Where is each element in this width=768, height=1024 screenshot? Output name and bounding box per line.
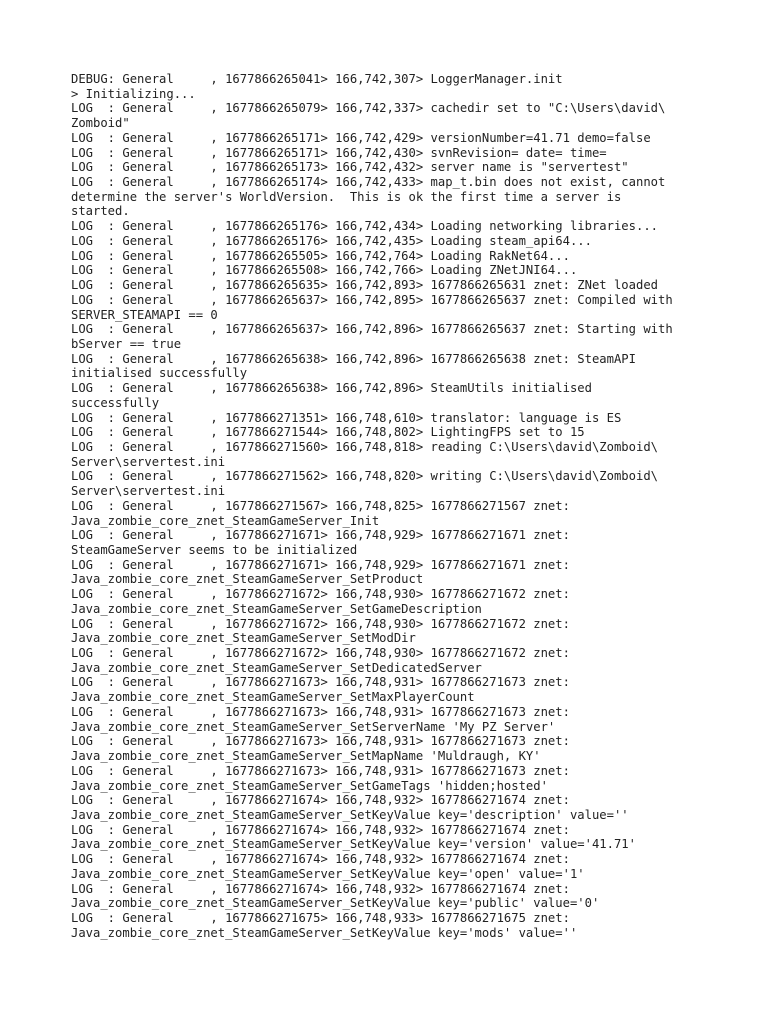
log-line: Java_zombie_core_znet_SteamGameServer_SetMapName 'Muldraugh, KY' — [71, 749, 541, 764]
log-line: LOG : General , 1677866271673> 166,748,931> 1677866271673 znet: — [71, 734, 570, 749]
log-line: LOG : General , 1677866271673> 166,748,931> 1677866271673 znet: — [71, 763, 570, 778]
log-line: LOG : General , 1677866271567> 166,748,825> 1677866271567 znet: — [71, 498, 570, 513]
log-line: initialised successfully — [71, 366, 248, 381]
log-line: Java_zombie_core_znet_SteamGameServer_SetServerName 'My PZ Server' — [71, 719, 556, 734]
log-line: LOG : General , 1677866271672> 166,748,930> 1677866271672 znet: — [71, 646, 570, 661]
log-line: LOG : General , 1677866271544> 166,748,802> LightingFPS set to 15 — [71, 425, 585, 440]
log-line: LOG : General , 1677866271671> 166,748,929> 1677866271671 znet: — [71, 557, 570, 572]
log-line: Java_zombie_core_znet_SteamGameServer_SetKeyValue key='open' value='1' — [71, 866, 585, 881]
log-line: LOG : General , 1677866265079> 166,742,337> cachedir set to "C:\Users\david\ — [71, 101, 666, 116]
log-line: Server\servertest.ini — [71, 484, 226, 499]
log-line: LOG : General , 1677866271674> 166,748,932> 1677866271674 znet: — [71, 793, 570, 808]
log-line: Java_zombie_core_znet_SteamGameServer_Init — [71, 513, 380, 528]
log-line: SteamGameServer seems to be initialized — [71, 543, 358, 557]
log-line: LOG : General , 1677866271674> 166,748,932> 1677866271674 znet: — [71, 881, 570, 896]
log-line: LOG : General , 1677866265638> 166,742,896> 1677866265638 znet: SteamAPI — [71, 351, 636, 366]
log-line: Java_zombie_core_znet_SteamGameServer_SetKeyValue key='public' value='0' — [71, 896, 600, 911]
log-line: > Initializing... — [71, 86, 196, 101]
log-line: LOG : General , 1677866265171> 166,742,429> versionNumber=41.71 demo=false — [71, 130, 651, 145]
log-line: LOG : General , 1677866271672> 166,748,930> 1677866271672 znet: — [71, 616, 570, 631]
log-line: DEBUG: General , 1677866265041> 166,742,307> LoggerManager.init — [71, 72, 563, 86]
log-line: determine the server's WorldVersion. This is ok the first time a server is — [71, 189, 622, 204]
log-line: LOG : General , 1677866265508> 166,742,766> Loading ZNetJNI64... — [71, 263, 578, 278]
log-line: Zomboid" — [71, 116, 130, 131]
log-line: LOG : General , 1677866265635> 166,742,893> 1677866265631 znet: ZNet loaded — [71, 278, 658, 293]
log-line: LOG : General , 1677866271562> 166,748,820> writing C:\Users\david\Zomboid\ — [71, 469, 658, 484]
log-line: LOG : General , 1677866271675> 166,748,933> 1677866271675 znet: — [71, 910, 570, 925]
log-line: LOG : General , 1677866271674> 166,748,932> 1677866271674 znet: — [71, 852, 570, 867]
log-line: Java_zombie_core_znet_SteamGameServer_SetKeyValue key='mods' value='' — [71, 925, 578, 940]
log-line: LOG : General , 1677866265176> 166,742,434> Loading networking libraries... — [71, 219, 658, 234]
log-line: LOG : General , 1677866271351> 166,748,610> translator: language is ES — [71, 410, 622, 425]
log-line: LOG : General , 1677866265171> 166,742,430> svnRevision= date= time= — [71, 145, 607, 160]
log-line: LOG : General , 1677866265173> 166,742,432> server name is "servertest" — [71, 160, 629, 175]
log-line: LOG : General , 1677866265637> 166,742,895> 1677866265637 znet: Compiled with — [71, 292, 673, 307]
log-line: LOG : General , 1677866271674> 166,748,932> 1677866271674 znet: — [71, 822, 570, 837]
log-line: LOG : General , 1677866271672> 166,748,930> 1677866271672 znet: — [71, 587, 570, 602]
log-line: LOG : General , 1677866265505> 166,742,764> Loading RakNet64... — [71, 248, 570, 263]
log-line: LOG : General , 1677866271671> 166,748,929> 1677866271671 znet: — [71, 528, 570, 543]
log-line: Java_zombie_core_znet_SteamGameServer_SetProduct — [71, 572, 424, 587]
log-document — [71, 72, 711, 940]
log-line: successfully — [71, 395, 160, 410]
log-line: LOG : General , 1677866271673> 166,748,931> 1677866271673 znet: — [71, 704, 570, 719]
log-line: Java_zombie_core_znet_SteamGameServer_SetKeyValue key='version' value='41.71' — [71, 837, 636, 852]
log-line: LOG : General , 1677866265176> 166,742,435> Loading steam_api64... — [71, 233, 592, 248]
log-line: LOG : General , 1677866265638> 166,742,896> SteamUtils initialised — [71, 381, 592, 396]
log-line: SERVER_STEAMAPI == 0 — [71, 307, 218, 322]
log-line: Java_zombie_core_znet_SteamGameServer_SetKeyValue key='description' value='' — [71, 807, 629, 822]
log-line: Java_zombie_core_znet_SteamGameServer_SetDedicatedServer — [71, 660, 482, 675]
log-line: LOG : General , 1677866271560> 166,748,818> reading C:\Users\david\Zomboid\ — [71, 439, 658, 454]
log-line: Java_zombie_core_znet_SteamGameServer_SetMaxPlayerCount — [71, 690, 475, 705]
log-line: bServer == true — [71, 336, 182, 351]
log-line: started. — [71, 204, 130, 219]
log-line: Java_zombie_core_znet_SteamGameServer_SetGameTags 'hidden;hosted' — [71, 778, 548, 793]
log-line: Server\servertest.ini — [71, 454, 226, 469]
log-line: LOG : General , 1677866271673> 166,748,931> 1677866271673 znet: — [71, 675, 570, 690]
log-line: LOG : General , 1677866265637> 166,742,896> 1677866265637 znet: Starting with — [71, 322, 673, 337]
log-line: Java_zombie_core_znet_SteamGameServer_SetGameDescription — [71, 601, 482, 616]
log-line: LOG : General , 1677866265174> 166,742,433> map_t.bin does not exist, cannot — [71, 175, 666, 190]
log-line: Java_zombie_core_znet_SteamGameServer_SetModDir — [71, 631, 416, 646]
